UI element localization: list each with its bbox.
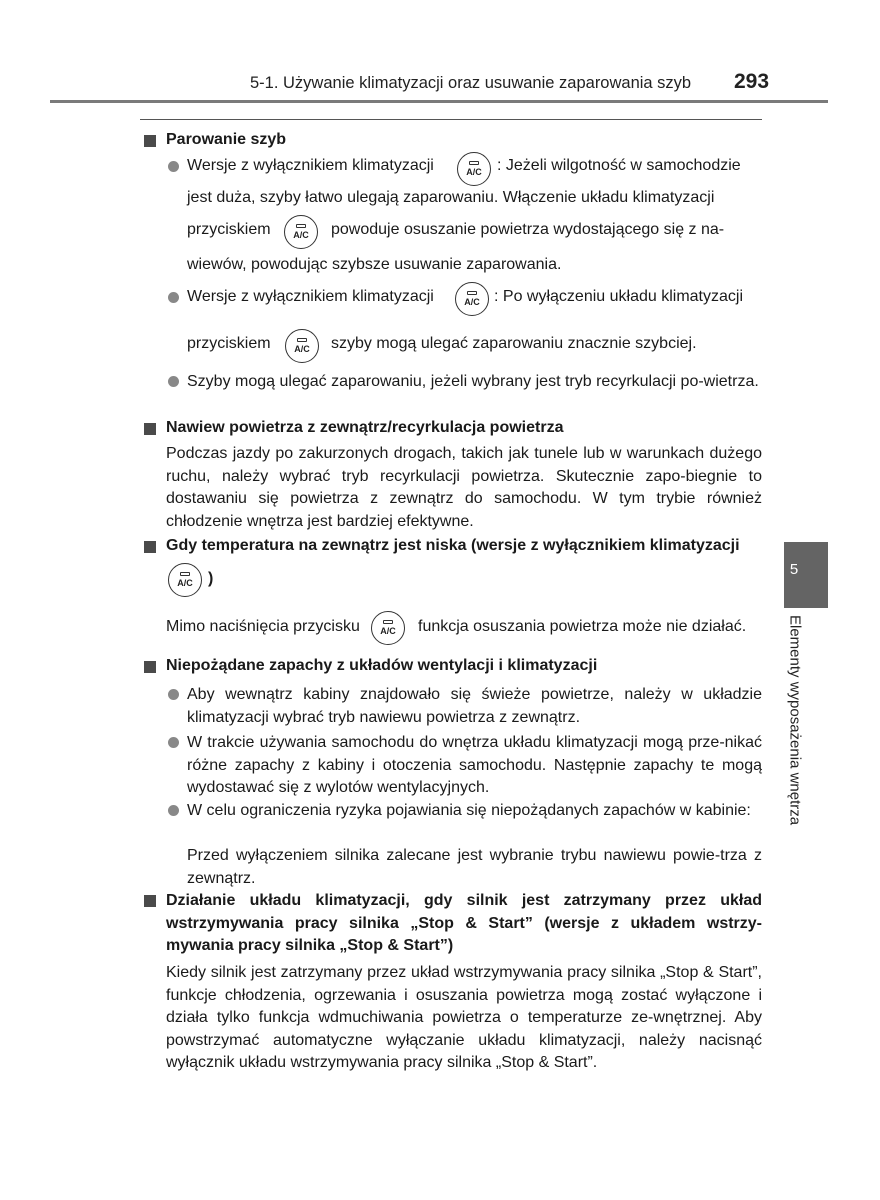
section-heading: Gdy temperatura na zewnątrz jest niska (wersje z wyłącznikiem klimatyzacji	[166, 537, 740, 554]
section-heading: Parowanie szyb	[166, 131, 287, 148]
bullet-icon	[168, 737, 179, 748]
bullet-icon	[168, 292, 179, 303]
section-body: Mimo naciśnięcia przycisku	[166, 618, 360, 635]
ac-button-label: A/C	[177, 578, 193, 588]
section-marker-icon	[144, 135, 156, 147]
ac-indicator-icon	[297, 338, 307, 342]
bullet-icon	[168, 805, 179, 816]
ac-button-label: A/C	[293, 230, 309, 240]
section-marker-icon	[144, 895, 156, 907]
bullet-text: Wersje z wyłącznikiem klimatyzacji	[187, 157, 434, 174]
ac-indicator-icon	[467, 291, 477, 295]
bullet-text: : Po wyłączeniu układu klimatyzacji	[494, 288, 743, 305]
bullet-icon	[168, 376, 179, 387]
ac-button-icon	[168, 563, 202, 597]
ac-indicator-icon	[383, 620, 393, 624]
ac-button-label: A/C	[464, 297, 480, 307]
chapter-number: 5	[789, 561, 799, 578]
ac-button-icon	[457, 152, 491, 186]
ac-button-label: A/C	[466, 167, 482, 177]
bullet-text: Szyby mogą ulegać zaparowaniu, jeżeli wybrany jest tryb recyrkulacji po-wietrza.	[187, 373, 759, 390]
chapter-tab	[784, 542, 828, 608]
ac-button-icon	[455, 282, 489, 316]
running-header-title: 5-1. Używanie klimatyzacji oraz usuwanie zaparowania szyb	[250, 74, 692, 92]
bullet-text: Wersje z wyłącznikiem klimatyzacji	[187, 288, 434, 305]
ac-button-label: A/C	[294, 344, 310, 354]
section-body: Podczas jazdy po zakurzonych drogach, takich jak tunele lub w warunkach dużego ruchu, należy wybrać tryb recyrkulacji powietrza. Skutecznie zapo-biegnie to dostawaniu się powietrza z zewnątrz do samochodu. W tym trybie również chłodzenie wnętrza jest bardziej efektywne.	[166, 445, 762, 530]
ac-button-icon	[371, 611, 405, 645]
ac-button-icon	[284, 215, 318, 249]
bullet-text: przyciskiem	[187, 335, 271, 352]
bullet-icon	[168, 689, 179, 700]
content-top-rule	[140, 119, 762, 120]
bullet-icon	[168, 161, 179, 172]
bullet-text: Aby wewnątrz kabiny znajdowało się świeże powietrze, należy w układzie klimatyzacji wybrać tryb nawiewu powietrza z zewnątrz.	[187, 686, 762, 726]
section-body: Kiedy silnik jest zatrzymany przez układ wstrzymywania pracy silnika „Stop & Start”, funkcje chłodzenia, ogrzewania i osuszania powietrza mogą zostać wyłączone i działa tylko funkcja wdmuchiwania powietrza o temperaturze ze-wnętrznej. Aby powstrzymać automatyczne wyłączanie układu klimatyzacji, należy nacisnąć wyłącznik układu wstrzymywania pracy silnika „Stop & Start”.	[166, 964, 762, 1072]
bullet-text: wiewów, powodując szybsze usuwanie zaparowania.	[187, 256, 562, 273]
bullet-text: jest duża, szyby łatwo ulegają zaparowaniu. Włączenie układu klimatyzacji	[187, 189, 715, 206]
section-body: funkcja osuszania powietrza może nie działać.	[418, 618, 747, 635]
section-marker-icon	[144, 661, 156, 673]
ac-indicator-icon	[469, 161, 479, 165]
bullet-text: przyciskiem	[187, 221, 271, 238]
ac-indicator-icon	[180, 572, 190, 576]
section-heading: Niepożądane zapachy z układów wentylacji i klimatyzacji	[166, 657, 598, 674]
section-marker-icon	[144, 541, 156, 553]
section-marker-icon	[144, 423, 156, 435]
header-rule	[50, 100, 828, 103]
page-number: 293	[734, 70, 770, 93]
section-heading: Nawiew powietrza z zewnątrz/recyrkulacja powietrza	[166, 419, 564, 436]
ac-button-label: A/C	[380, 626, 396, 636]
chapter-title: Elementy wyposażenia wnętrza	[786, 615, 804, 826]
bullet-text: powoduje osuszanie powietrza wydostającego się z na-	[331, 221, 725, 238]
bullet-text: W celu ograniczenia ryzyka pojawiania się niepożądanych zapachów w kabinie:	[187, 802, 751, 819]
ac-button-icon	[285, 329, 319, 363]
ac-indicator-icon	[296, 224, 306, 228]
bullet-text: W trakcie używania samochodu do wnętrza układu klimatyzacji mogą prze-nikać różne zapachy z kabiny i otoczenia samochodu. Następnie zapachy te mogą wydostawać się z wylotów wentylacyjnych.	[187, 734, 762, 797]
bullet-text: : Jeżeli wilgotność w samochodzie	[497, 157, 741, 174]
section-heading-end: )	[208, 570, 214, 587]
bullet-text: szyby mogą ulegać zaparowaniu znacznie szybciej.	[331, 335, 697, 352]
bullet-text-continuation: Przed wyłączeniem silnika zalecane jest wybranie trybu nawiewu powie-trza z zewnątrz.	[187, 847, 762, 887]
section-heading: Działanie układu klimatyzacji, gdy silnik jest zatrzymany przez układ wstrzymywania pracy silnika „Stop & Start” (wersje z układem wstrzy-mywania pracy silnika „Stop & Start”)	[166, 892, 762, 955]
